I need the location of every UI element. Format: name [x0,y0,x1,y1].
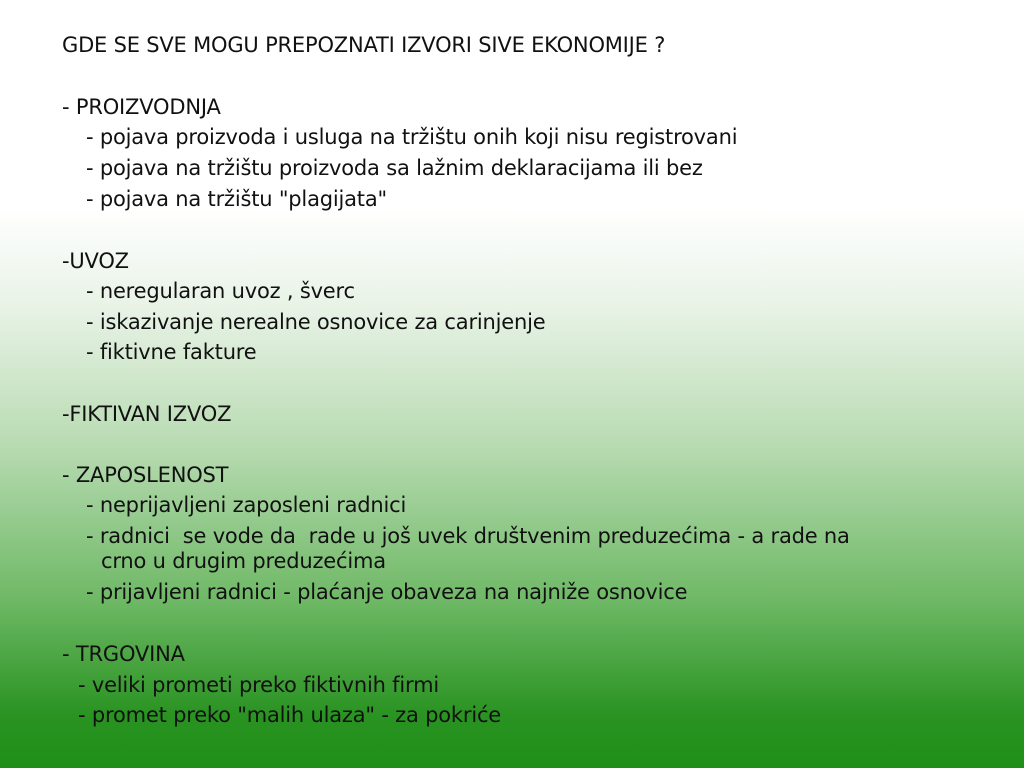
bullet-item: - pojava na tržištu "plagijata" [86,187,387,211]
slide-title: GDE SE SVE MOGU PREPOZNATI IZVORI SIVE EKONOMIJE ? [62,33,666,57]
section-heading-fiktivan-izvoz: -FIKTIVAN IZVOZ [62,402,232,426]
section-heading-uvoz: -UVOZ [62,249,129,273]
bullet-item-continuation: crno u drugim preduzećima [101,549,386,573]
bullet-item: - radnici se vode da rade u još uvek društvenim preduzećima - a rade na [86,524,850,548]
bullet-item: - promet preko "malih ulaza" - za pokriće [78,703,502,727]
bullet-item: - fiktivne fakture [86,340,257,364]
section-heading-zaposlenost: - ZAPOSLENOST [62,463,229,487]
bullet-item: - pojava proizvoda i usluga na tržištu onih koji nisu registrovani [86,125,738,149]
bullet-item: - neregularan uvoz , šverc [86,279,355,303]
section-heading-trgovina: - TRGOVINA [62,642,185,666]
bullet-item: - veliki prometi preko fiktivnih firmi [78,673,439,697]
bullet-item: - iskazivanje nerealne osnovice za carinjenje [86,310,546,334]
section-heading-proizvodnja: - PROIZVODNJA [62,95,221,119]
bullet-item: - pojava na tržištu proizvoda sa lažnim deklaracijama ili bez [86,156,703,180]
bullet-item: - prijavljeni radnici - plaćanje obaveza na najniže osnovice [86,580,688,604]
bullet-item: - neprijavljeni zaposleni radnici [86,493,407,517]
